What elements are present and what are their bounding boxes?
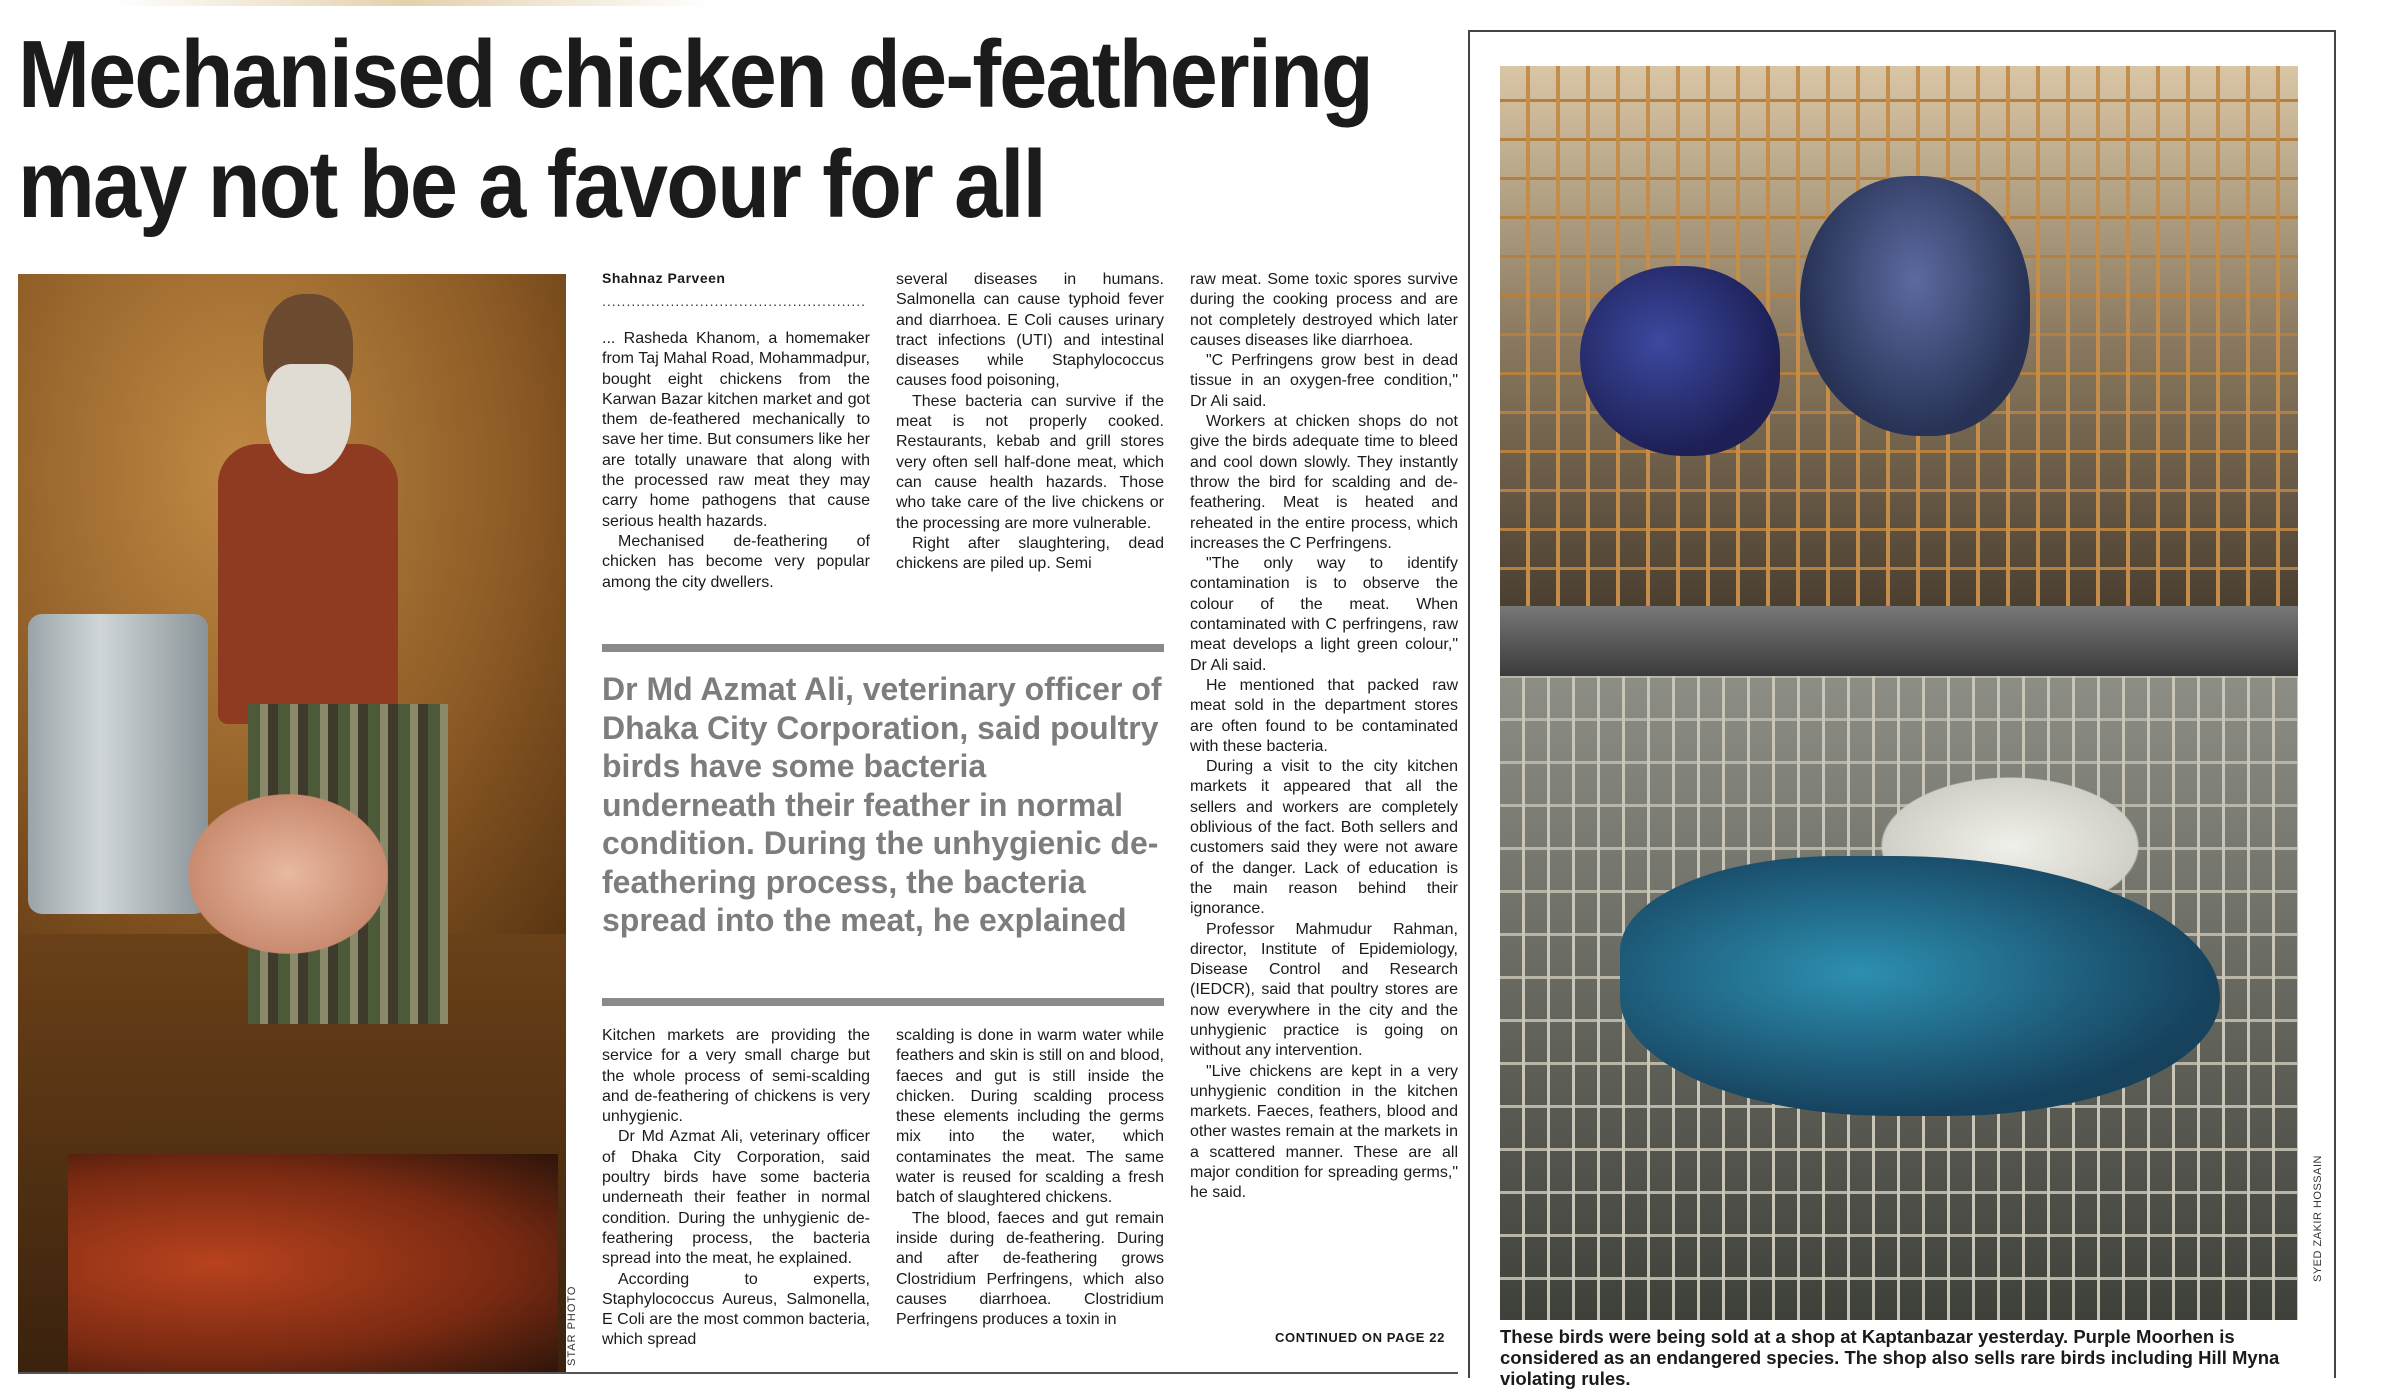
masthead-ornament: [110, 0, 710, 6]
paragraph: These bacteria can survive if the meat is not properly cooked. Restaurants, kebab and grill stores very often sell half-done meat, which can cause health hazards. Those who take care of the live chickens or the processing are more vulnerable.: [896, 392, 1164, 532]
paragraph: "Live chickens are kept in a very unhygienic condition in the kitchen markets. Faeces, feathers, blood and other wastes remain at the markets in a scattered manner. These are all major condition for spreading germs," he said.: [1190, 1062, 1458, 1202]
article-column-3: [1190, 270, 1458, 1204]
paragraph: Mechanised de-feathering of chicken has become very popular among the city dwellers.: [602, 532, 870, 591]
paragraph: According to experts, Staphylococcus Aureus, Salmonella, E Coli are the most common bacteria, which spread: [602, 1270, 870, 1349]
paragraph: "The only way to identify contamination is to observe the colour of the meat. When contaminated with C perfringens, raw meat develops a light green colour," Dr Ali said.: [1190, 555, 1458, 674]
paragraph: "C Perfringens grow best in dead tissue in an oxygen-free condition," Dr Ali said.: [1190, 352, 1458, 410]
article-column-2-top: [896, 270, 1164, 574]
caged-birds-photo: [1500, 66, 2298, 1320]
paragraph: Professor Mahmudur Rahman, director, Institute of Epidemiology, Disease Control and Research (IEDCR), said that poultry stores are now everywhere in the city and the unhygienic practice is going on without any intervention.: [1190, 920, 1458, 1060]
paragraph: Workers at chicken shops do not give the birds adequate time to bleed and cool down slowly. They instantly throw the bird for scalding and de-feathering. Meat is heated and reheated in the entire process, which increases the C Perfringens.: [1190, 413, 1458, 552]
byline: Shahnaz Parveen: [602, 270, 726, 286]
headline-line-2: may not be a favour for all: [18, 131, 1045, 238]
slaughtered-birds: [68, 1154, 558, 1374]
paragraph: Kitchen markets are providing the service for a very small charge but the whole process of semi-scalding and de-feathering of chickens is very unhygienic.: [602, 1027, 870, 1126]
headline: [18, 20, 1372, 240]
continued-on-page: CONTINUED ON PAGE 22: [1275, 1330, 1445, 1345]
paragraph: The blood, faeces and gut remain inside during de-feathering. During and after de-feathering grows Clostridium Perfringens, which also causes diarrhoea. Clostridium Perfringens produces a toxin in: [896, 1209, 1164, 1329]
paragraph: raw meat. Some toxic spores survive during the cooking process and are not completely destroyed which later causes diseases like diarrhoea.: [1190, 271, 1458, 349]
photo-credit-right: SYED ZAKIR HOSSAIN: [2312, 1155, 2324, 1282]
defeathering-drum: [28, 614, 208, 914]
paragraph: During a visit to the city kitchen markets it appeared that all the sellers and workers are completely oblivious of the fact. Both sellers and customers said they were not aware of the danger. Lack of education is the main reason behind their ignorance.: [1190, 758, 1458, 918]
pullquote: Dr Md Azmat Ali, veterinary officer of Dhaka City Corporation, said poultry birds have some bacteria underneath their feather in normal condition. During the unhygienic de-feathering process, the bacteria spread into the meat, he explained: [602, 671, 1162, 938]
paragraph: scalding is done in warm water while feathers and skin is still on and blood, faeces and gut is still inside the chicken. During scalding process these elements including the germs mix into the water, which contaminates the meat. The same water is reused for scalding a fresh batch of slaughtered chickens.: [896, 1027, 1164, 1207]
paragraph: several diseases in humans. Salmonella can cause typhoid fever and diarrhoea. E Coli causes urinary tract infections (UTI) and intestinal diseases while Staphylococcus causes food poisoning,: [896, 271, 1164, 390]
article-column-1-bottom: [602, 1026, 870, 1351]
photo-credit-left: STAR PHOTO: [566, 1285, 578, 1366]
photo-caption: These birds were being sold at a shop at Kaptanbazar yesterday. Purple Moorhen is considered as an endangered species. The shop also sells rare birds including Hill Myna violating rules.: [1500, 1326, 2280, 1389]
paragraph: Right after slaughtering, dead chickens are piled up. Semi: [896, 534, 1164, 573]
butcher-photo: [18, 274, 566, 1374]
plucked-chickens: [188, 794, 388, 954]
pullquote-rule-bottom: [602, 998, 1164, 1006]
pullquote-rule-top: [602, 644, 1164, 652]
byline-dots: ......................................................: [602, 293, 867, 309]
paragraph: He mentioned that packed raw meat sold in the department stores are often found to be contaminated with these bacteria.: [1190, 676, 1458, 755]
headline-line-1: Mechanised chicken de-feathering: [18, 21, 1372, 128]
paragraph: ... Rasheda Khanom, a homemaker from Taj Mahal Road, Mohammadpur, bought eight chickens from the Karwan Bazar kitchen market and got them de-feathered mechanically to save her time. But consumers like her are totally unaware that along with the processed raw meat they may carry home pathogens that cause serious health hazards.: [602, 330, 870, 530]
article-column-2-bottom: [896, 1026, 1164, 1330]
article-column-1-top: [602, 329, 870, 593]
bottom-rule: [18, 1372, 1458, 1374]
paragraph: Dr Md Azmat Ali, veterinary officer of Dhaka City Corporation, said poultry birds have some bacteria underneath their feather in normal condition. During the unhygienic de-feathering process, the bacteria spread into the meat, he explained.: [602, 1128, 870, 1268]
